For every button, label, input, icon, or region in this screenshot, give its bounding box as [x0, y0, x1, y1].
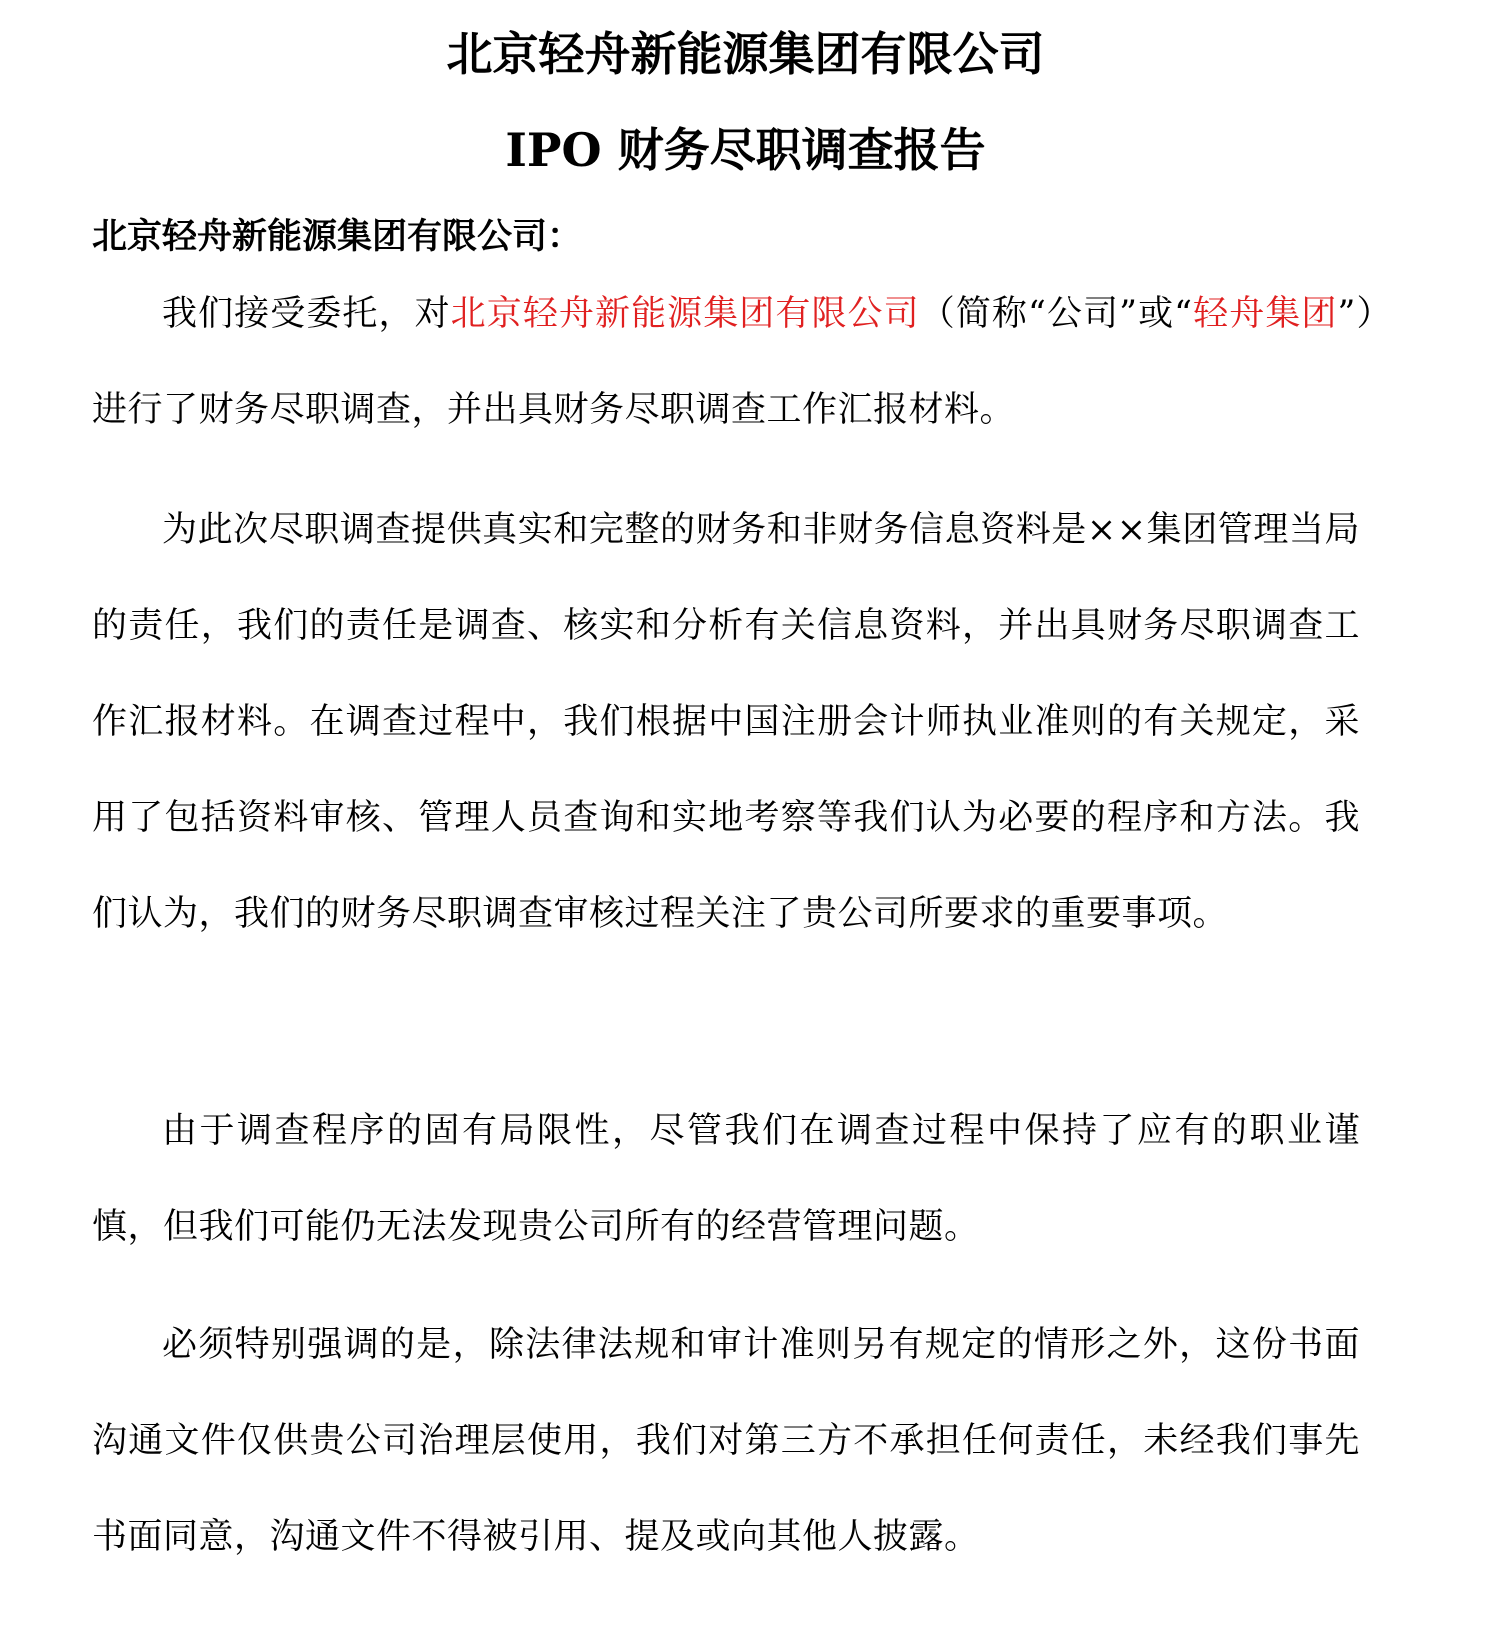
salutation: 北京轻舟新能源集团有限公司： — [92, 216, 583, 257]
paragraph-limitations: 由于调查程序的固有局限性，尽管我们在调查过程中保持了应有的职业谨慎，但我们可能仍无法发现贵公司所有的经营管理问题。 — [92, 1111, 1360, 1247]
paragraph-engagement-text-1: 我们接受委托，对 — [162, 294, 451, 334]
company-full-name: 北京轻舟新能源集团有限公司 — [450, 294, 920, 334]
company-short-name: 轻舟集团 — [1192, 294, 1338, 334]
document-subtitle: IPO 财务尽职调查报告 — [505, 123, 986, 177]
document-title: 北京轻舟新能源集团有限公司 — [446, 27, 1045, 81]
paragraph-engagement — [92, 266, 1392, 458]
paragraph-engagement-text-3: ”）进行了财务尽职调查，并出具财务尽职调查工作汇报材料。 — [92, 294, 1392, 430]
paragraph-responsibility: 为此次尽职调查提供真实和完整的财务和非财务信息资料是××集团管理当局的责任，我们的责任是调查、核实和分析有关信息资料，并出具财务尽职调查工作汇报材料。在调查过程中，我们根据中国注册会计师执业准则的有关规定，采用了包括资料审核、管理人员查询和实地考察等我们认为必要的程序和方法。我们认为，我们的财务尽职调查审核过程关注了贵公司所要求的重要事项。 — [92, 510, 1360, 934]
paragraph-engagement-text-2: （简称“公司”或“ — [919, 294, 1193, 334]
paragraph-restriction: 必须特别强调的是，除法律法规和审计准则另有规定的情形之外，这份书面沟通文件仅供贵公司治理层使用，我们对第三方不承担任何责任，未经我们事先书面同意，沟通文件不得被引用、提及或向其他人披露。 — [92, 1325, 1360, 1557]
